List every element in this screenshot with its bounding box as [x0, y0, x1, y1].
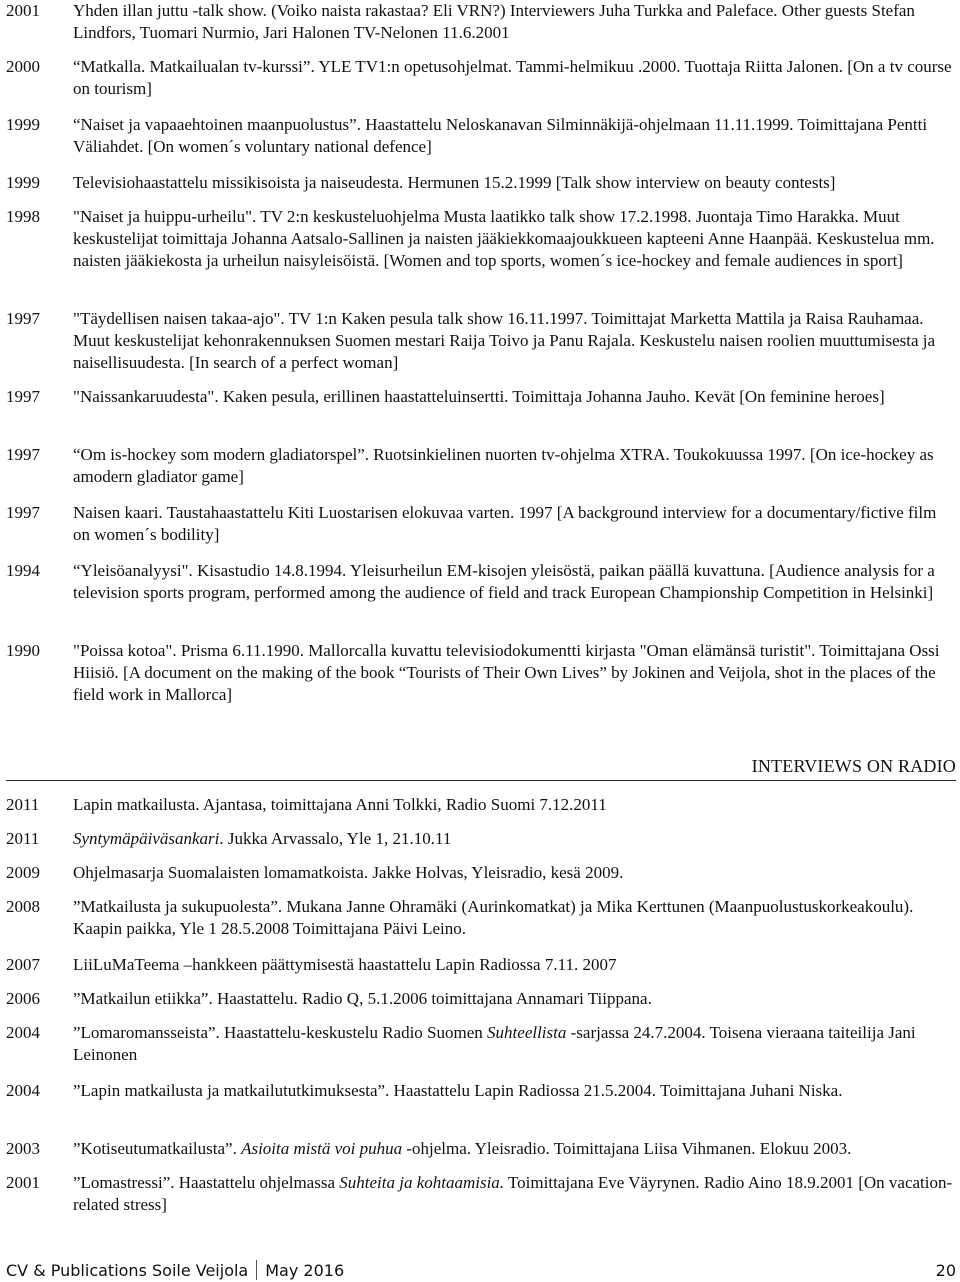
tv-entry: [6, 56, 956, 100]
radio-entry: [6, 1022, 956, 1066]
entry-text: “Yleisöanalyysi". Kisastudio 14.8.1994. Yleisurheilun EM-kisojen yleisöstä, paikan päällä kuvattuna. [Audience analysis for a television sports program, performed among the audience of field and track European Championship Competition in Helsinki]: [73, 561, 935, 602]
radio-entry: [6, 896, 956, 940]
entry-text-part: . Jukka Arvassalo, Yle 1, 21.10.11: [219, 829, 452, 848]
entry-year: 2009: [6, 863, 40, 882]
entry-text: [73, 1172, 956, 1216]
entry-year: 1997: [6, 309, 40, 328]
tv-entry: [6, 386, 956, 408]
entry-year: 1999: [6, 115, 40, 134]
entry-year: 2008: [6, 897, 40, 916]
radio-entry: [6, 794, 956, 816]
entry-text: "Täydellisen naisen takaa-ajo". TV 1:n Kaken pesula talk show 16.11.1997. Toimittajat Marketta Mattila ja Raisa Rauhamaa. Muut keskustelijat kehonrakennuksen Suomen mestari Raija Toivo ja Panu Rajala. Keskustelu naisen roolien muuttumisesta ja naisellisuudesta. [In search of a perfect woman]: [73, 309, 936, 372]
radio-entry: [6, 1172, 956, 1216]
radio-entry: [6, 1080, 956, 1102]
radio-entry: [6, 988, 956, 1010]
entry-text-part: ”Matkailusta ja sukupuolesta”. Mukana Janne Ohramäki (Aurinkomatkat) ja Mika Kerttunen (Maanpuolustuskorkeakoulu). Kaapin paikka, Yle 1 28.5.2008 Toimittajana Päivi Leino.: [73, 897, 914, 938]
entry-year: 2004: [6, 1081, 40, 1100]
entry-text: “Naiset ja vapaaehtoinen maanpuolustus”. Haastattelu Neloskanavan Silminnäkijä-ohjelmaan 11.11.1999. Toimittajana Pentti Väliahdet. [On women´s voluntary national defence]: [73, 115, 928, 156]
entry-year: 2001: [6, 1, 40, 20]
entry-year: 2011: [6, 795, 40, 814]
radio-entry: [6, 1138, 956, 1160]
entry-text-part: -sarjassa 24.7.2004. Toisena vieraana taiteilija Jani Leinonen: [73, 1023, 916, 1064]
entry-title-italic: Suhteita ja kohtaamisia.: [339, 1173, 505, 1192]
entry-title-italic: Asioita mistä voi puhua: [241, 1139, 403, 1158]
entry-year: 1997: [6, 445, 40, 464]
tv-entry: [6, 206, 956, 272]
entry-text: [73, 896, 956, 940]
entry-text: [73, 954, 956, 976]
tv-entry: [6, 114, 956, 158]
entry-year: 2011: [6, 829, 40, 848]
entry-year: 2007: [6, 955, 40, 974]
entry-year: 1999: [6, 173, 40, 192]
entry-text: “Matkalla. Matkailualan tv-kurssi”. YLE TV1:n opetusohjelmat. Tammi-helmikuu .2000. Tuottaja Riitta Jalonen. [On a tv course on tourism]: [73, 57, 952, 98]
entry-text: "Poissa kotoa". Prisma 6.11.1990. Mallorcalla kuvattu televisiodokumentti kirjasta "Oman elämänsä turistit". Toimittajana Ossi Hiisiö. [A document on the making of the book “Tourists of Their Own Lives” by Jokinen and Veijola, shot in the places of the field work in Mallorca]: [73, 641, 940, 704]
section-divider: [6, 780, 956, 781]
entry-text-part: Lapin matkailusta. Ajantasa, toimittajana Anni Tolkki, Radio Suomi 7.12.2011: [73, 795, 607, 814]
tv-entry: [6, 0, 956, 44]
entry-year: 1998: [6, 207, 40, 226]
radio-entry: [6, 828, 956, 850]
entry-text: "Naiset ja huippu-urheilu". TV 2:n keskusteluohjelma Musta laatikko talk show 17.2.1998. Juontaja Timo Harakka. Muut keskustelijat toimittaja Johanna Aatsalo-Sallinen ja naisten jääkiekkomaajoukkueen kapteeni Anne Haanpää. Keskustelua mm. naisten jääkiekosta ja urheilun naisyleisöistä. [Women and top sports, women´s ice-hockey and female audiences in sport]: [73, 207, 935, 270]
entry-text-part: LiiLuMaTeema –hankkeen päättymisestä haastattelu Lapin Radiossa 7.11. 2007: [73, 955, 617, 974]
entry-text-part: ”Lomastressi”. Haastattelu ohjelmassa: [73, 1173, 340, 1192]
entry-text-part: ”Kotiseutumatkailusta”.: [73, 1139, 242, 1158]
entry-text: Naisen kaari. Taustahaastattelu Kiti Luostarisen elokuvaa varten. 1997 [A background interview for a documentary/fictive film on women´s bodility]: [73, 503, 937, 544]
footer-separator: [256, 1260, 257, 1280]
entry-text-part: Toimittajana Eve Väyrynen. Radio Aino 18.9.2001 [On vacation-related stress]: [73, 1173, 953, 1214]
entry-text: [73, 1080, 956, 1102]
entry-text-part: Ohjelmasarja Suomalaisten lomamatkoista. Jakke Holvas, Yleisradio, kesä 2009.: [73, 863, 624, 882]
entry-year: 2003: [6, 1139, 40, 1158]
tv-entry: [6, 172, 956, 194]
tv-entry: [6, 640, 956, 706]
entry-text-part: ”Matkailun etiikka”. Haastattelu. Radio Q, 5.1.2006 toimittajana Annamari Tiippana.: [73, 989, 652, 1008]
entry-year: 2000: [6, 57, 40, 76]
entry-text-part: ”Lapin matkailusta ja matkailututkimuksesta”. Haastattelu Lapin Radiossa 21.5.2004. Toimittajana Juhani Niska.: [73, 1081, 843, 1100]
footer-left: [6, 1260, 344, 1282]
tv-entry: [6, 502, 956, 546]
entry-text-part: -ohjelma. Yleisradio. Toimittajana Liisa Vihmanen. Elokuu 2003.: [402, 1139, 852, 1158]
entry-year: 1990: [6, 641, 40, 660]
entry-text: [73, 828, 956, 850]
entry-year: 2001: [6, 1173, 40, 1192]
entry-text: "Naissankaruudesta". Kaken pesula, erillinen haastatteluinsertti. Toimittaja Johanna Jauho. Kevät [On feminine heroes]: [73, 387, 885, 406]
entry-year: 2006: [6, 989, 40, 1008]
radio-entry: [6, 862, 956, 884]
entry-text: [73, 1022, 956, 1066]
section-heading-radio: INTERVIEWS ON RADIO: [751, 756, 956, 776]
entry-text: Televisiohaastattelu missikisoista ja naiseudesta. Hermunen 15.2.1999 [Talk show interview on beauty contests]: [73, 173, 836, 192]
entry-title-italic: Syntymäpäiväsankari: [73, 829, 220, 848]
footer-date: May 2016: [265, 1261, 345, 1280]
entry-year: 1994: [6, 561, 40, 580]
entry-year: 2004: [6, 1023, 40, 1042]
entry-text: [73, 794, 956, 816]
footer-document-title: CV & Publications Soile Veijola: [6, 1261, 249, 1280]
entry-year: 1997: [6, 387, 40, 406]
entry-text: [73, 862, 956, 884]
tv-entry: [6, 444, 956, 488]
tv-entry: [6, 308, 956, 374]
entry-text: [73, 1138, 956, 1160]
entry-year: 1997: [6, 503, 40, 522]
page-number: 20: [935, 1261, 956, 1280]
entry-text: [73, 988, 956, 1010]
entry-title-italic: Suhteellista: [487, 1023, 567, 1042]
entry-text-part: ”Lomaromansseista”. Haastattelu-keskustelu Radio Suomen: [73, 1023, 488, 1042]
radio-entry: [6, 954, 956, 976]
tv-entry: [6, 560, 956, 604]
entry-text: “Om is-hockey som modern gladiatorspel”. Ruotsinkielinen nuorten tv-ohjelma XTRA. Toukokuussa 1997. [On ice-hockey as amodern gladiator game]: [73, 445, 934, 486]
entry-text: Yhden illan juttu -talk show. (Voiko naista rakastaa? Eli VRN?) Interviewers Juha Turkka and Paleface. Other guests Stefan Lindfors, Tuomari Nurmio, Jari Halonen TV-Nelonen 11.6.2001: [73, 1, 915, 42]
